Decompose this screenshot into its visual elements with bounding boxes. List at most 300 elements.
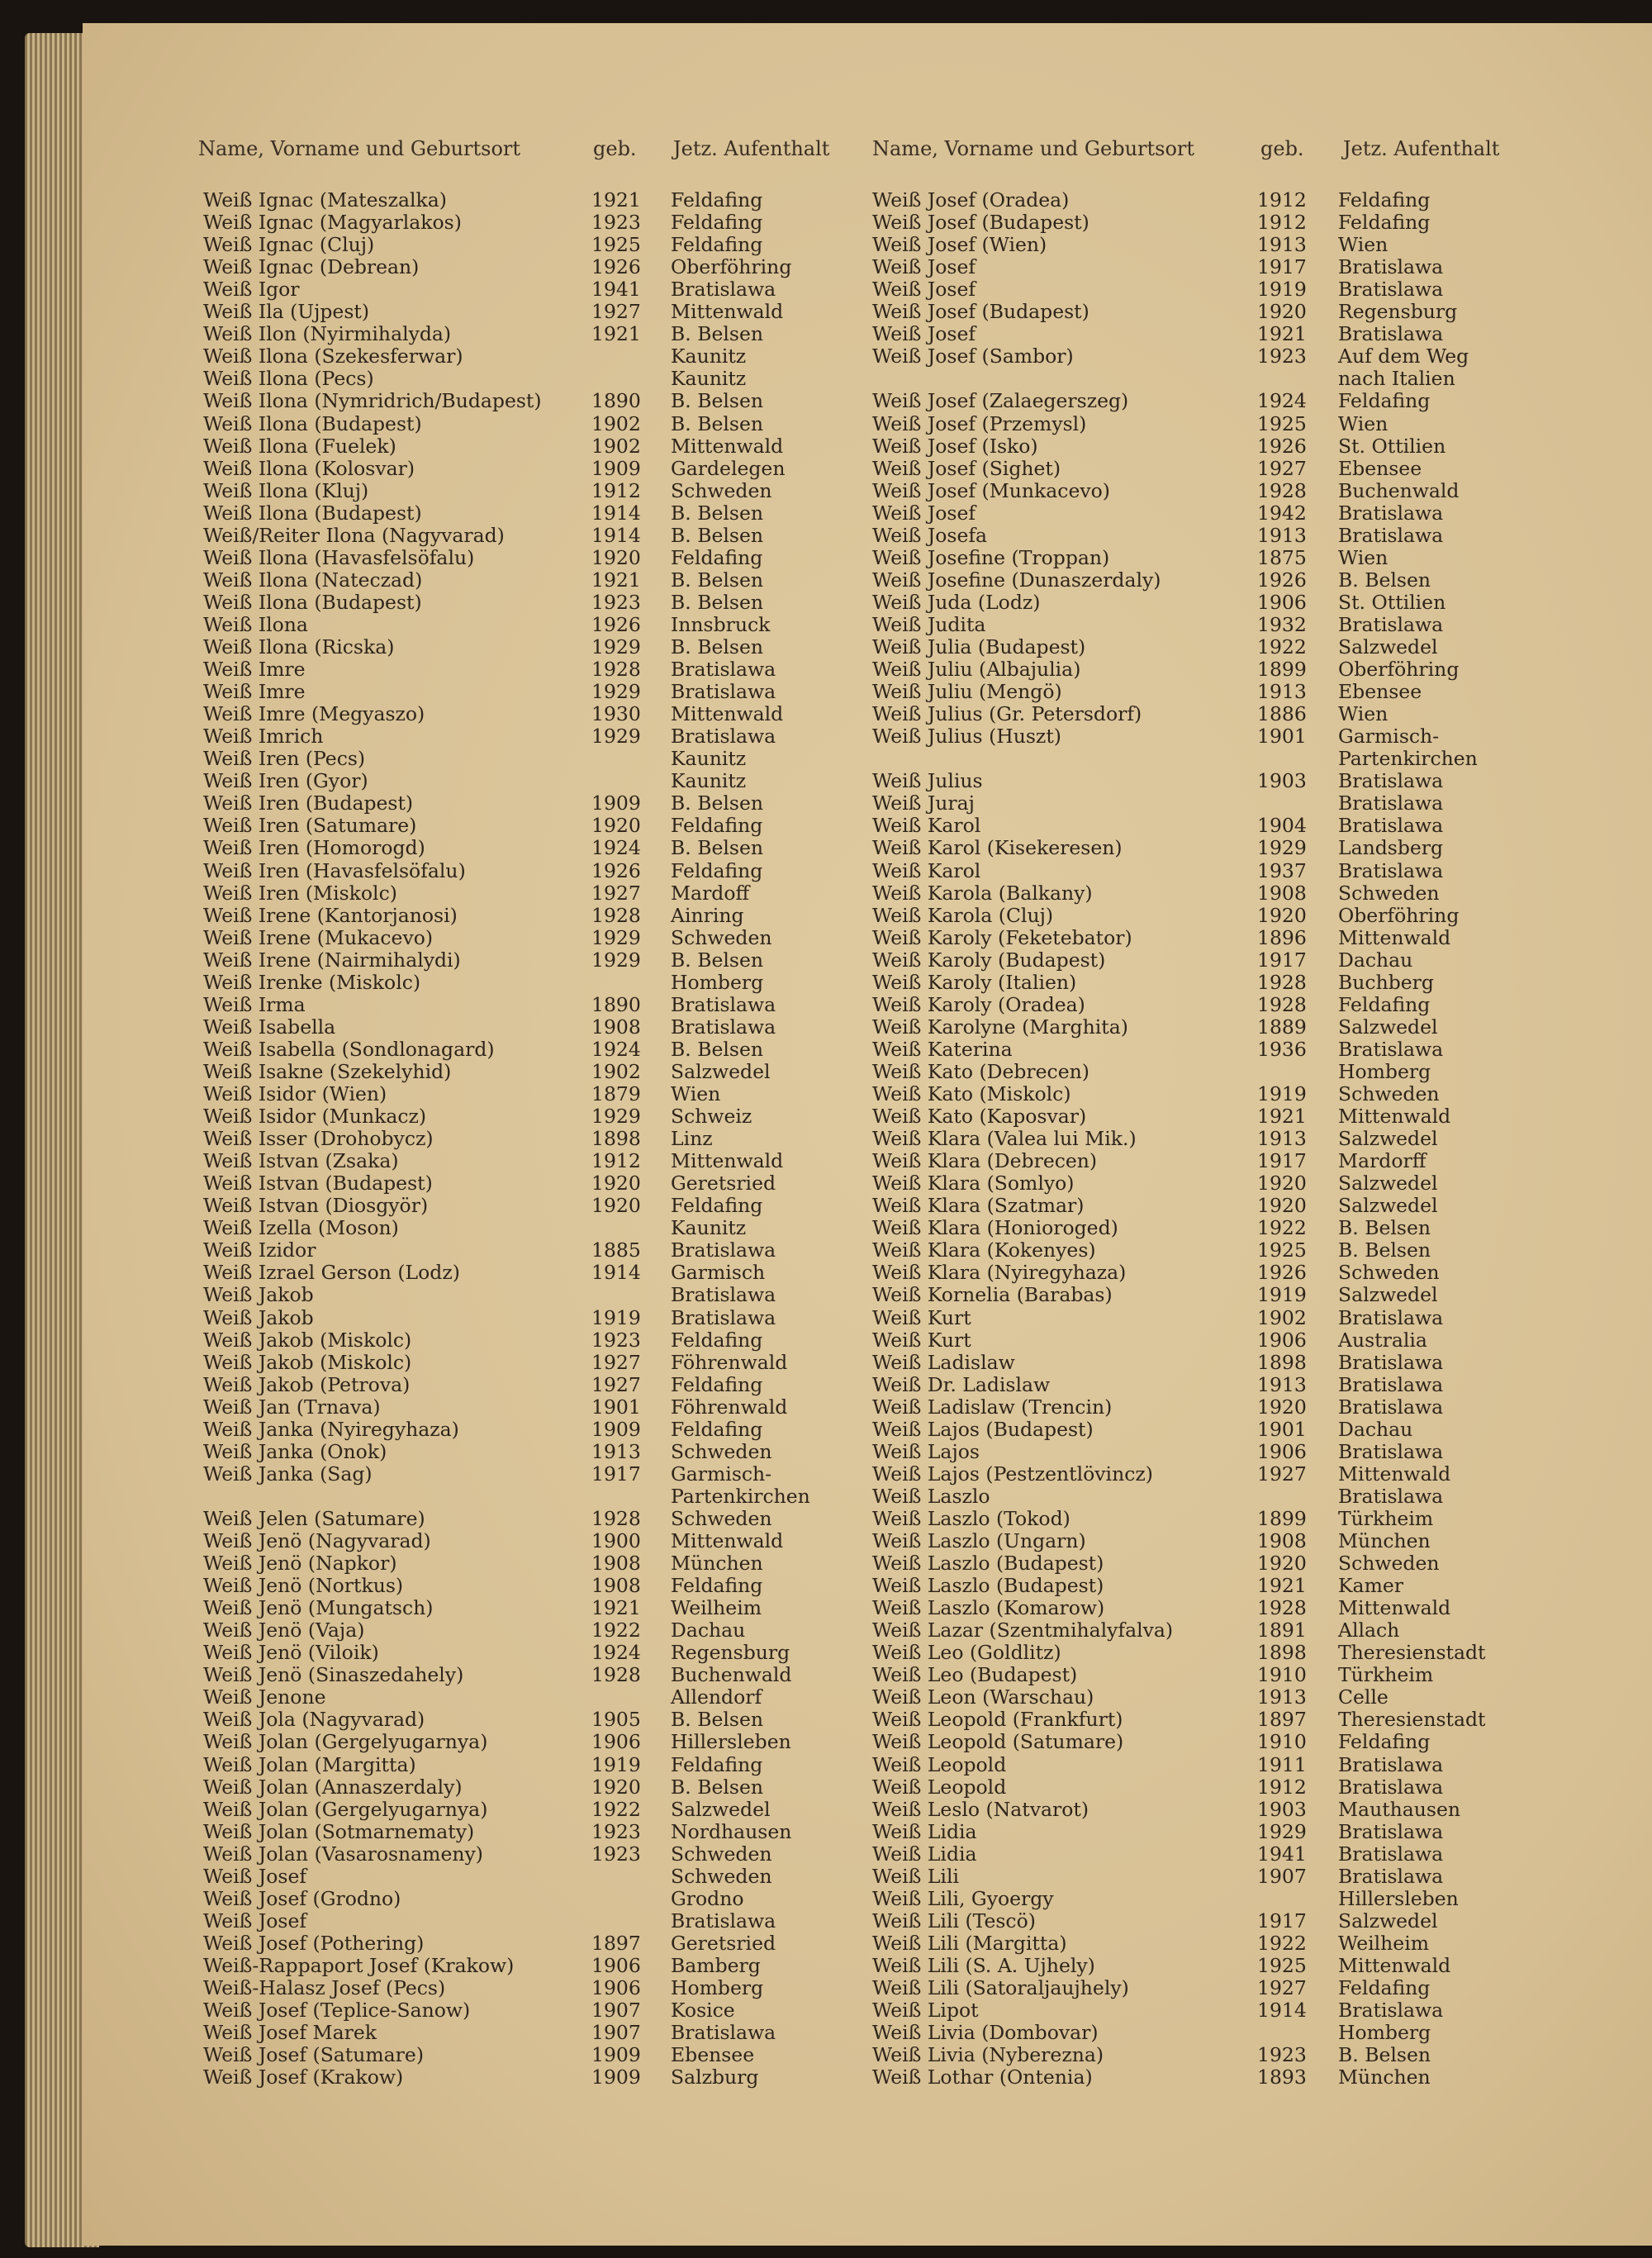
current-residence: nach Italien <box>1338 367 1455 391</box>
birth-year: 1917 <box>1257 1909 1307 1932</box>
current-residence: Feldafing <box>671 1574 763 1598</box>
current-residence: Mittenwald <box>1338 1953 1451 1977</box>
person-name: Weiß Laszlo (Tokod) <box>872 1506 1070 1530</box>
birth-year: 1929 <box>591 925 641 949</box>
birth-year: 1889 <box>1257 1015 1307 1039</box>
person-name: Weiß Josef <box>872 322 976 346</box>
person-name: Weiß Josef (Grodno) <box>203 1886 401 1910</box>
person-name: Weiß Karol <box>872 858 981 882</box>
person-name: Weiß Ila (Ujpest) <box>203 300 369 324</box>
person-name: Weiß Josef <box>203 1864 307 1888</box>
current-residence: Feldafing <box>671 1417 763 1441</box>
person-name: Weiß Leopold <box>872 1752 1007 1776</box>
birth-year: 1900 <box>591 1529 641 1552</box>
person-name: Weiß Lajos <box>872 1439 980 1463</box>
current-residence: B. Belsen <box>671 568 764 592</box>
current-residence: Bratislawa <box>1338 501 1444 525</box>
person-name: Weiß Imre <box>203 680 306 704</box>
current-residence: Kamer <box>1338 1574 1403 1598</box>
birth-year: 1904 <box>1257 814 1307 838</box>
person-name: Weiß Jolan (Margitta) <box>203 1752 416 1776</box>
birth-year: 1898 <box>1257 1641 1307 1665</box>
person-name: Weiß Jelen (Satumare) <box>203 1506 425 1530</box>
current-residence: Bratislawa <box>1338 1439 1444 1463</box>
person-name: Weiß Irene (Kantorjanosi) <box>203 903 458 927</box>
current-residence: Feldafing <box>1338 1730 1431 1754</box>
current-residence: Bratislawa <box>1338 814 1444 838</box>
current-residence: Homberg <box>671 1976 764 1999</box>
person-name: Weiß Jenö (Viloik) <box>203 1641 379 1665</box>
birth-year: 1908 <box>591 1552 641 1576</box>
current-residence: Türkheim <box>1338 1506 1434 1530</box>
current-residence: Oberföhring <box>1338 658 1460 682</box>
person-name: Weiß Josef (Budapest) <box>872 300 1089 324</box>
person-name: Weiß Josef (Sambor) <box>872 345 1074 368</box>
birth-year: 1929 <box>591 1105 641 1129</box>
person-name: Weiß Jenö (Napkor) <box>203 1552 397 1576</box>
person-name: Weiß Josef (Zalaegerszeg) <box>872 389 1129 413</box>
birth-year: 1920 <box>591 1775 641 1799</box>
current-residence: Kaunitz <box>671 747 747 771</box>
birth-year: 1901 <box>591 1395 641 1419</box>
current-residence: B. Belsen <box>671 1037 764 1061</box>
birth-year: 1879 <box>591 1082 641 1105</box>
birth-year: 1902 <box>1257 1305 1307 1329</box>
current-residence: Schweden <box>1338 1261 1440 1285</box>
birth-year: 1920 <box>591 1172 641 1196</box>
birth-year: 1910 <box>1257 1730 1307 1754</box>
person-name: Weiß Jolan (Vasarosnameny) <box>203 1842 483 1866</box>
header-name-left: Name, Vorname und Geburtsort <box>198 137 521 160</box>
birth-year: 1907 <box>591 1999 641 2023</box>
current-residence: Wien <box>1338 233 1389 257</box>
current-residence: Oberföhring <box>671 255 792 279</box>
current-residence: Bratislawa <box>1338 1350 1444 1374</box>
header-born-right: geb. <box>1260 137 1304 160</box>
current-residence: Bratislawa <box>1338 1037 1444 1061</box>
person-name: Weiß Judita <box>872 612 986 636</box>
current-residence: Mittenwald <box>1338 925 1451 949</box>
person-name: Weiß Kornelia (Barabas) <box>872 1283 1113 1307</box>
birth-year: 1898 <box>591 1127 641 1151</box>
birth-year: 1890 <box>591 389 641 413</box>
current-residence: Bratislawa <box>1338 1372 1444 1396</box>
current-residence: Salzwedel <box>671 1797 771 1821</box>
person-name: Weiß Klara (Honioroged) <box>872 1216 1118 1240</box>
current-residence: Wien <box>1338 411 1389 435</box>
person-name: Weiß Janka (Onok) <box>203 1439 387 1463</box>
person-name: Weiß Jenö (Vaja) <box>203 1619 365 1642</box>
birth-year: 1925 <box>1257 411 1307 435</box>
person-name: Weiß Leo (Goldlitz) <box>872 1641 1061 1665</box>
birth-year: 1924 <box>1257 389 1307 413</box>
birth-year: 1902 <box>591 434 641 458</box>
birth-year: 1919 <box>1257 1283 1307 1307</box>
person-name: Weiß Isidor (Munkacz) <box>203 1105 427 1129</box>
current-residence: Feldafing <box>671 211 763 235</box>
person-name: Weiß Jenö (Nortkus) <box>203 1574 404 1598</box>
person-name: Weiß Jolan (Sotmarnematy) <box>203 1819 475 1843</box>
current-residence: B. Belsen <box>671 791 764 815</box>
birth-year: 1902 <box>591 411 641 435</box>
person-name: Weiß Isabella <box>203 1015 336 1039</box>
current-residence: Bratislawa <box>1338 1864 1444 1888</box>
birth-year: 1906 <box>1257 1439 1307 1463</box>
person-name: Weiß Ignac (Magyarlakos) <box>203 211 462 235</box>
current-residence: Bratislawa <box>671 1015 776 1039</box>
person-name: Weiß Imre <box>203 658 306 682</box>
birth-year: 1922 <box>1257 1216 1307 1240</box>
person-name: Weiß Lidia <box>872 1819 977 1843</box>
current-residence: Schweden <box>671 1864 772 1888</box>
birth-year: 1898 <box>1257 1350 1307 1374</box>
birth-year: 1906 <box>591 1976 641 1999</box>
current-residence: Mittenwald <box>1338 1596 1451 1620</box>
birth-year: 1927 <box>591 300 641 324</box>
birth-year: 1896 <box>1257 925 1307 949</box>
current-residence: Feldafing <box>671 545 763 569</box>
birth-year: 1925 <box>591 233 641 257</box>
person-name: Weiß Jenö (Nagyvarad) <box>203 1529 431 1552</box>
current-residence: Salzwedel <box>1338 1909 1438 1932</box>
birth-year: 1930 <box>591 702 641 726</box>
person-name: Weiß Lajos (Budapest) <box>872 1417 1094 1441</box>
person-name: Weiß Ilona (Havasfelsöfalu) <box>203 545 475 569</box>
person-name: Weiß Ignac (Debrean) <box>203 255 420 279</box>
current-residence: Feldafing <box>1338 1976 1431 1999</box>
birth-year: 1924 <box>591 836 641 860</box>
birth-year: 1941 <box>1257 1842 1307 1866</box>
current-residence: Föhrenwald <box>671 1395 788 1419</box>
birth-year: 1914 <box>591 523 641 547</box>
current-residence: Feldafing <box>671 814 763 838</box>
birth-year: 1926 <box>591 612 641 636</box>
current-residence: Schweden <box>1338 1082 1440 1105</box>
current-residence: Nordhausen <box>671 1819 792 1843</box>
birth-year: 1909 <box>591 456 641 480</box>
person-name: Weiß Leon (Warschau) <box>872 1685 1094 1709</box>
current-residence: Feldafing <box>1338 211 1431 235</box>
birth-year: 1890 <box>591 992 641 1016</box>
person-name: Weiß Josef <box>872 501 976 525</box>
birth-year: 1913 <box>1257 523 1307 547</box>
person-name: Weiß Iren (Miskolc) <box>203 881 397 905</box>
birth-year: 1897 <box>591 1931 641 1955</box>
birth-year: 1928 <box>591 1663 641 1687</box>
person-name: Weiß Lili (Tescö) <box>872 1909 1036 1932</box>
current-residence: Homberg <box>671 970 764 994</box>
current-residence: Garmisch- <box>1338 725 1440 749</box>
current-residence: Bratislawa <box>1338 791 1444 815</box>
person-name: Weiß Kurt <box>872 1328 971 1352</box>
person-name: Weiß Iren (Gyor) <box>203 769 368 793</box>
current-residence: Buchenwald <box>671 1663 792 1687</box>
person-name: Weiß Lili, Gyoergy <box>872 1886 1054 1910</box>
birth-year: 1937 <box>1257 858 1307 882</box>
current-residence: Feldafing <box>671 858 763 882</box>
person-name: Weiß Karola (Cluj) <box>872 903 1054 927</box>
person-name: Weiß Ilona (Nymridrich/Budapest) <box>203 389 542 413</box>
current-residence: Bratislawa <box>671 725 776 749</box>
current-residence: B. Belsen <box>671 635 764 658</box>
person-name: Weiß Leopold (Frankfurt) <box>872 1708 1123 1732</box>
current-residence: Salzburg <box>671 2065 759 2089</box>
current-residence: Grodno <box>671 1886 744 1910</box>
current-residence: B. Belsen <box>1338 1238 1431 1262</box>
current-residence: Regensburg <box>671 1641 790 1665</box>
birth-year: 1928 <box>591 1506 641 1530</box>
birth-year: 1920 <box>1257 1552 1307 1576</box>
person-name: Weiß Josef (Budapest) <box>872 211 1089 235</box>
birth-year: 1929 <box>591 635 641 658</box>
current-residence: Bratislawa <box>1338 1484 1444 1508</box>
person-name: Weiß Ilona (Kolosvar) <box>203 456 415 480</box>
current-residence: Dachau <box>1338 948 1413 972</box>
birth-year: 1929 <box>591 725 641 749</box>
current-residence: B. Belsen <box>671 389 764 413</box>
person-name: Weiß Jenone <box>203 1685 326 1709</box>
person-name: Weiß Ladislaw (Trencin) <box>872 1395 1113 1419</box>
person-name: Weiß Jolan (Annaszerdaly) <box>203 1775 463 1799</box>
current-residence: Ebensee <box>671 2043 755 2067</box>
current-residence: Bratislawa <box>671 658 776 682</box>
birth-year: 1928 <box>1257 478 1307 502</box>
current-residence: Bratislawa <box>671 1909 776 1932</box>
birth-year: 1921 <box>591 188 641 212</box>
current-residence: Bratislawa <box>1338 858 1444 882</box>
current-residence: Schweden <box>671 1842 772 1866</box>
person-name: Weiß Leslo (Natvarot) <box>872 1797 1089 1821</box>
current-residence: Theresienstadt <box>1338 1708 1486 1732</box>
person-name: Weiß Josef (Oradea) <box>872 188 1070 212</box>
current-residence: B. Belsen <box>1338 1216 1431 1240</box>
person-name: Weiß Igor <box>203 278 300 302</box>
person-name: Weiß Julius (Huszt) <box>872 725 1061 749</box>
birth-year: 1899 <box>1257 658 1307 682</box>
current-residence: Türkheim <box>1338 1663 1434 1687</box>
birth-year: 1901 <box>1257 725 1307 749</box>
birth-year: 1907 <box>1257 1864 1307 1888</box>
birth-year: 1928 <box>1257 1596 1307 1620</box>
person-name: Weiß Juraj <box>872 791 975 815</box>
birth-year: 1906 <box>591 1953 641 1977</box>
current-residence: B. Belsen <box>671 1775 764 1799</box>
header-born-left: geb. <box>593 137 637 160</box>
person-name: Weiß Josef Marek <box>203 2021 377 2045</box>
birth-year: 1906 <box>591 1730 641 1754</box>
person-name: Weiß Josef <box>872 278 976 302</box>
person-name: Weiß Juliu (Mengö) <box>872 680 1062 704</box>
birth-year: 1923 <box>591 1842 641 1866</box>
person-name: Weiß Iren (Homorogd) <box>203 836 425 860</box>
birth-year: 1914 <box>1257 1999 1307 2023</box>
person-name: Weiß Ilona (Pecs) <box>203 367 374 391</box>
current-residence: Homberg <box>1338 2021 1431 2045</box>
person-name: Weiß Julia (Budapest) <box>872 635 1086 658</box>
birth-year: 1919 <box>1257 1082 1307 1105</box>
person-name: Weiß Kato (Debrecen) <box>872 1059 1089 1083</box>
birth-year: 1920 <box>1257 1172 1307 1196</box>
birth-year: 1926 <box>1257 434 1307 458</box>
current-residence: Landsberg <box>1338 836 1444 860</box>
birth-year: 1891 <box>1257 1619 1307 1642</box>
person-name: Weiß/Reiter Ilona (Nagyvarad) <box>203 523 505 547</box>
current-residence: Feldafing <box>671 1372 763 1396</box>
birth-year: 1928 <box>591 658 641 682</box>
person-name: Weiß Livia (Nyberezna) <box>872 2043 1104 2067</box>
birth-year: 1942 <box>1257 501 1307 525</box>
current-residence: Dachau <box>671 1619 746 1642</box>
person-name: Weiß Istvan (Diosgyör) <box>203 1194 429 1218</box>
current-residence: Partenkirchen <box>671 1484 810 1508</box>
person-name: Weiß Kato (Kaposvar) <box>872 1105 1087 1129</box>
current-residence: Salzwedel <box>1338 1015 1438 1039</box>
birth-year: 1897 <box>1257 1708 1307 1732</box>
current-residence: Bratislawa <box>1338 1395 1444 1419</box>
current-residence: Salzwedel <box>1338 1194 1438 1218</box>
birth-year: 1920 <box>1257 1194 1307 1218</box>
person-name: Weiß Iren (Pecs) <box>203 747 366 771</box>
current-residence: Ebensee <box>1338 456 1422 480</box>
birth-year: 1920 <box>1257 1395 1307 1419</box>
person-name: Weiß Josef (Munkacevo) <box>872 478 1110 502</box>
birth-year: 1929 <box>1257 1819 1307 1843</box>
current-residence: Mardorff <box>1338 1149 1427 1173</box>
birth-year: 1924 <box>591 1037 641 1061</box>
person-name: Weiß Josef <box>203 1909 307 1932</box>
birth-year: 1926 <box>1257 1261 1307 1285</box>
person-name: Weiß Jakob <box>203 1283 314 1307</box>
current-residence: Mittenwald <box>671 434 784 458</box>
current-residence: Australia <box>1338 1328 1427 1352</box>
current-residence: Oberföhring <box>1338 903 1460 927</box>
person-name: Weiß Isser (Drohobycz) <box>203 1127 434 1151</box>
birth-year: 1921 <box>591 568 641 592</box>
person-name: Weiß Ignac (Mateszalka) <box>203 188 447 212</box>
current-residence: St. Ottilien <box>1338 590 1446 614</box>
current-residence: Weilheim <box>671 1596 762 1620</box>
birth-year: 1923 <box>1257 2043 1307 2067</box>
current-residence: Bratislawa <box>1338 523 1444 547</box>
current-residence: Bratislawa <box>1338 322 1444 346</box>
person-name: Weiß Josefine (Dunaszerdaly) <box>872 568 1161 592</box>
current-residence: Theresienstadt <box>1338 1641 1486 1665</box>
person-name: Weiß Irma <box>203 992 306 1016</box>
current-residence: Bratislawa <box>671 992 776 1016</box>
birth-year: 1923 <box>591 590 641 614</box>
person-name: Weiß Izidor <box>203 1238 316 1262</box>
birth-year: 1922 <box>591 1619 641 1642</box>
birth-year: 1919 <box>591 1305 641 1329</box>
person-name: Weiß Julius <box>872 769 983 793</box>
person-name: Weiß Imre (Megyaszo) <box>203 702 425 726</box>
person-name: Weiß Leo (Budapest) <box>872 1663 1078 1687</box>
current-residence: Garmisch <box>671 1261 766 1285</box>
person-name: Weiß Klara (Kokenyes) <box>872 1238 1096 1262</box>
current-residence: B. Belsen <box>671 590 764 614</box>
current-residence: Schweden <box>671 1506 772 1530</box>
current-residence: Bratislawa <box>1338 1752 1444 1776</box>
birth-year: 1922 <box>1257 635 1307 658</box>
person-name: Weiß Ilona (Ricska) <box>203 635 395 658</box>
current-residence: Mittenwald <box>1338 1105 1451 1129</box>
current-residence: Kosice <box>671 1999 735 2023</box>
current-residence: Feldafing <box>1338 188 1431 212</box>
birth-year: 1913 <box>591 1439 641 1463</box>
person-name: Weiß Katerina <box>872 1037 1013 1061</box>
person-name: Weiß Juliu (Albajulia) <box>872 658 1081 682</box>
person-name: Weiß Jakob (Miskolc) <box>203 1328 412 1352</box>
birth-year: 1927 <box>591 1350 641 1374</box>
person-name: Weiß Jola (Nagyvarad) <box>203 1708 425 1732</box>
current-residence: Bratislawa <box>671 1305 776 1329</box>
current-residence: Schweden <box>671 1439 772 1463</box>
person-name: Weiß Jakob <box>203 1305 314 1329</box>
current-residence: Buchberg <box>1338 970 1434 994</box>
current-residence: B. Belsen <box>671 501 764 525</box>
current-residence: Mittenwald <box>671 702 784 726</box>
header-residence-right: Jetz. Aufenthalt <box>1343 137 1500 160</box>
birth-year: 1923 <box>1257 345 1307 368</box>
person-name: Weiß-Halasz Josef (Pecs) <box>203 1976 446 1999</box>
current-residence: Schweden <box>1338 881 1440 905</box>
person-name: Weiß Jan (Trnava) <box>203 1395 381 1419</box>
current-residence: Feldafing <box>1338 389 1431 413</box>
current-residence: B. Belsen <box>671 411 764 435</box>
birth-year: 1920 <box>591 545 641 569</box>
current-residence: Kaunitz <box>671 769 747 793</box>
birth-year: 1924 <box>591 1641 641 1665</box>
current-residence: Kaunitz <box>671 1216 747 1240</box>
person-name: Weiß Laszlo <box>872 1484 990 1508</box>
birth-year: 1926 <box>591 858 641 882</box>
birth-year: 1913 <box>1257 1685 1307 1709</box>
person-name: Weiß Klara (Nyiregyhaza) <box>872 1261 1127 1285</box>
person-name: Weiß Klara (Somlyo) <box>872 1172 1075 1196</box>
current-residence: Wien <box>671 1082 721 1105</box>
birth-year: 1917 <box>1257 255 1307 279</box>
birth-year: 1921 <box>1257 1574 1307 1598</box>
person-name: Weiß Izrael Gerson (Lodz) <box>203 1261 460 1285</box>
person-name: Weiß Karol (Kisekeresen) <box>872 836 1123 860</box>
current-residence: Ainring <box>671 903 744 927</box>
current-residence: Hillersleben <box>1338 1886 1459 1910</box>
person-name: Weiß Julius (Gr. Petersdorf) <box>872 702 1142 726</box>
current-residence: Allendorf <box>671 1685 762 1709</box>
current-residence: B. Belsen <box>671 322 764 346</box>
current-residence: Bratislawa <box>1338 1819 1444 1843</box>
birth-year: 1908 <box>1257 881 1307 905</box>
current-residence: Auf dem Weg <box>1338 345 1469 368</box>
birth-year: 1917 <box>1257 1149 1307 1173</box>
person-name: Weiß Josef (Wien) <box>872 233 1047 257</box>
current-residence: B. Belsen <box>1338 2043 1431 2067</box>
current-residence: Bratislawa <box>671 1238 776 1262</box>
birth-year: 1909 <box>591 2065 641 2089</box>
birth-year: 1941 <box>591 278 641 302</box>
person-name: Weiß Iren (Satumare) <box>203 814 417 838</box>
person-name: Weiß Leopold (Satumare) <box>872 1730 1124 1754</box>
person-name: Weiß Jakob (Petrova) <box>203 1372 411 1396</box>
person-name: Weiß Josef (Przemysl) <box>872 411 1087 435</box>
current-residence: Bratislawa <box>1338 1775 1444 1799</box>
birth-year: 1911 <box>1257 1752 1307 1776</box>
current-residence: München <box>671 1552 763 1576</box>
current-residence: Bratislawa <box>1338 612 1444 636</box>
birth-year: 1929 <box>1257 836 1307 860</box>
person-name: Weiß Karoly (Feketebator) <box>872 925 1132 949</box>
birth-year: 1899 <box>1257 1506 1307 1530</box>
